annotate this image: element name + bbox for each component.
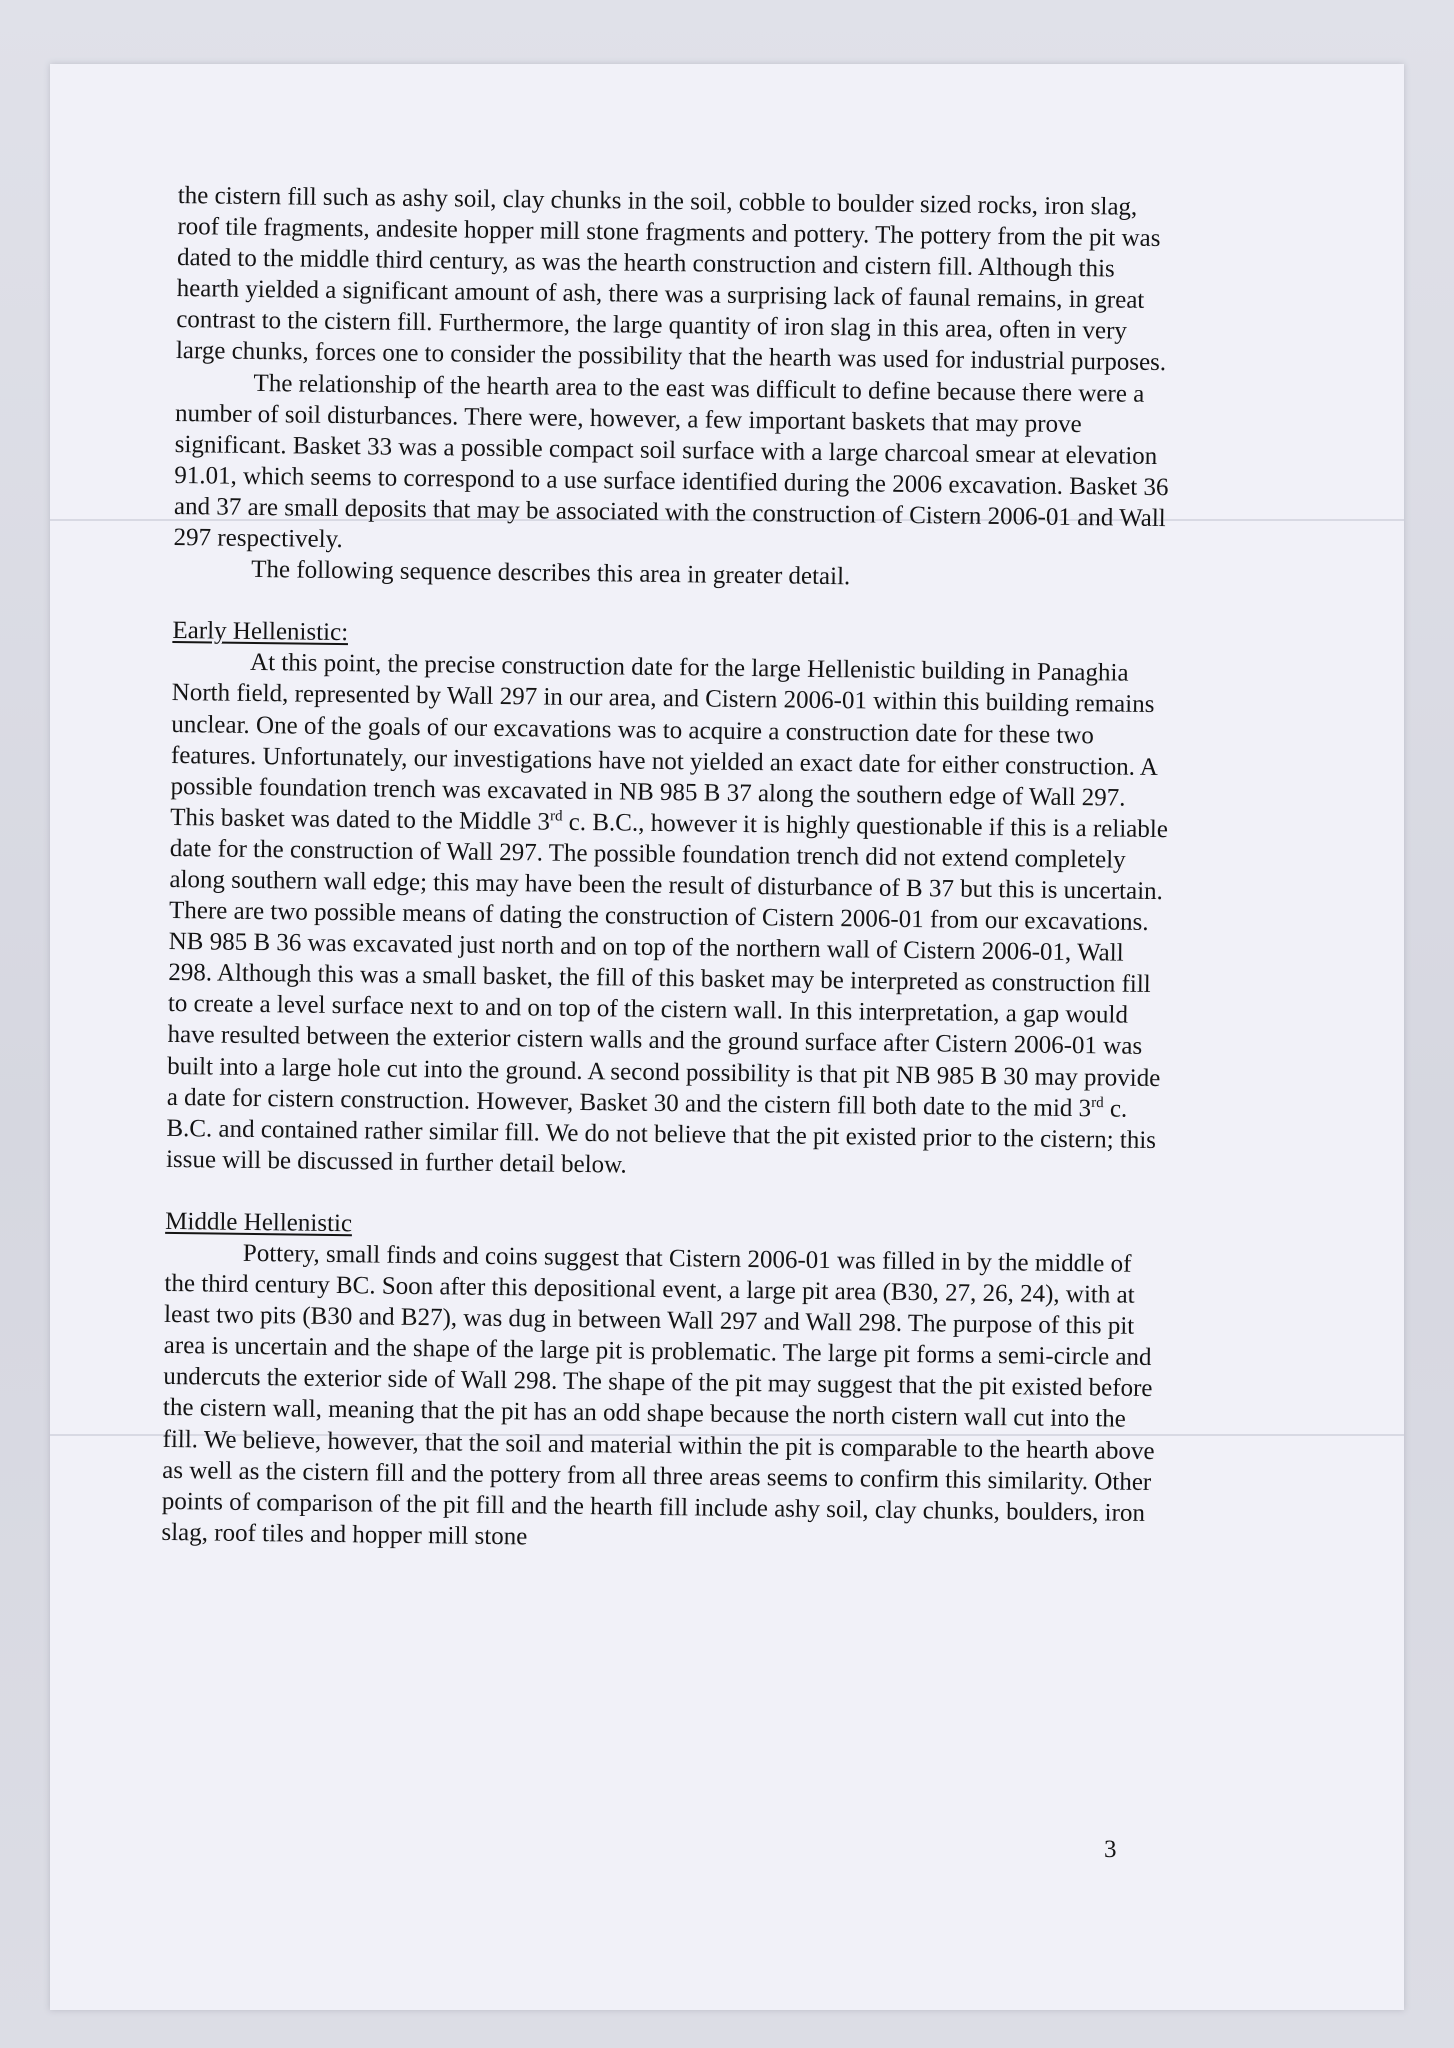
page-number: 3 bbox=[1104, 1836, 1117, 1863]
document-body bbox=[161, 180, 1178, 1560]
paragraph-cistern-fill: the cistern fill such as ashy soil, clay chunks in the soil, cobble to boulder sized rocks, iron slag, roof tile fragments, andesite hopper mill stone fragments and pottery. The pottery from the pit was dated to the middle third century, as was the hearth construction and cistern fill. Although this hearth yielded a significant amount of ash, there was a surprising lack of faunal remains, in great contrast to the cistern fill. Furthermore, the large quantity of iron slag in this area, often in very large chunks, forces one to consider the possibility that the hearth was used for industrial purposes. bbox=[175, 181, 1167, 377]
ordinal-superscript: rd bbox=[1091, 1094, 1104, 1111]
paragraph-early-hellenistic bbox=[166, 646, 1172, 1187]
early-text-part-2: c. B.C., however it is highly questionable if this is a reliable date for the construction of Wall 297. The possible foundation trench did not extend completely along southern wall edge; this may have been the result of disturbance of B 37 but this is uncertain. There are two possible means of dating the construction of Cistern 2006-01 from our excavations. NB 985 B 36 was excavated just north and on top of the northern wall of Cistern 2006-01, Wall 298. Although this was a small basket, the fill of this basket may be interpreted as construction fill to create a level surface next to and on top of the cistern wall. In this interpretation, a gap would have resulted between the exterior cistern walls and the ground surface after Cistern 2006-01 was built into a large hole cut into the ground. A second possibility is that pit NB 985 B 30 may provide a date for cistern construction. However, Basket 30 and the cistern fill both date to the mid 3 bbox=[166, 808, 1169, 1122]
paragraph-sequence-intro: The following sequence describes this area in greater detail. bbox=[251, 556, 851, 591]
heading-early-hellenistic: Early Hellenistic: bbox=[172, 617, 349, 647]
early-text-part-1: At this point, the precise construction date for the large Hellenistic building in Panaghia North field, represented by Wall 297 in our area, and Cistern 2006-01 within this building remains unclear. One of the goals of our excavations was to acquire a construction date for these two features. Unfortunately, our investigations have not yielded an exact date for either construction. A possible foundation trench was excavated in NB 985 B 37 along the southern edge of Wall 297. This basket was dated to the Middle 3 bbox=[170, 649, 1157, 836]
early-text-part-3: c. B.C. and contained rather similar fill. We do not believe that the pit existed prior to the cistern; this issue will be discussed in further detail below. bbox=[165, 1095, 1157, 1179]
paragraph-hearth-relationship: The relationship of the hearth area to the east was difficult to define because there were a number of soil disturbances. There were, however, a few important baskets that may prove significant. Basket 33 was a possible compact soil surface with a large charcoal smear at elevation 91.01, which seems to correspond to a use surface identified during the 2006 excavation. Basket 36 and 37 are small deposits that may be associated with the construction of Cistern 2006-01 and Wall 297 respectively. bbox=[173, 369, 1169, 554]
heading-middle-hellenistic: Middle Hellenistic bbox=[165, 1207, 353, 1238]
ordinal-superscript: rd bbox=[549, 808, 563, 825]
paragraph-middle-hellenistic: Pottery, small finds and coins suggest that Cistern 2006-01 was filled in by the middle of the third century BC. Soon after this depositional event, a large pit area (B30, 27, 26, 24), with at least two pits (B30 and B27), was dug in between Wall 297 and Wall 298. The purpose of this pit area is uncertain and the shape of the large pit is problematic. The large pit forms a semi-circle and undercuts the exterior side of Wall 298. The shape of the pit may suggest that the pit existed before the cistern wall, meaning that the pit has an odd shape because the north cistern wall cut into the fill. We believe, however, that the soil and material within the pit is comparable to the hearth above as well as the cistern fill and the pottery from all three areas seems to confirm this similarity. Other points of comparison of the pit fill and the hearth fill include ashy soil, clay chunks, boulders, iron slag, roof tiles and hopper mill stone bbox=[161, 1239, 1155, 1551]
